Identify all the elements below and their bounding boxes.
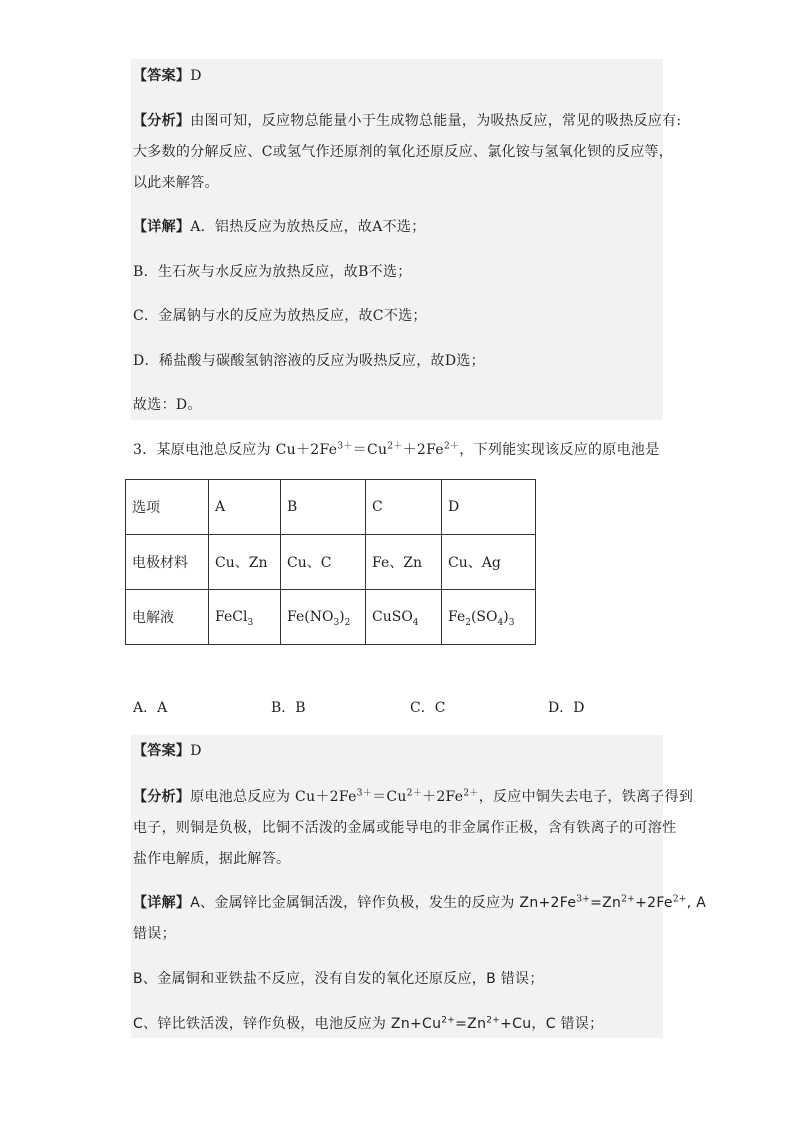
table-cell: 电解液	[126, 590, 209, 645]
choice-d[interactable]: D．D	[548, 700, 585, 716]
table-row	[126, 590, 536, 645]
table-cell: Fe、Zn	[366, 535, 442, 590]
detail-line-a	[133, 217, 426, 237]
table-cell: 选项	[126, 480, 209, 535]
table-cell: A	[209, 480, 281, 535]
table-cell: B	[281, 480, 366, 535]
table-cell: D	[442, 480, 536, 535]
table-row	[126, 480, 536, 535]
analysis-label: 【分析】	[133, 113, 191, 129]
options-table	[125, 479, 536, 645]
detail-2-line-c: C、锌比铁活泼，锌作负极，电池反应为 $Zn+Cu^{2+}=Zn^{2+}+Cu$，C 错误；	[133, 1015, 604, 1032]
answer-label: 【答案】	[133, 68, 191, 84]
analysis-label: 【分析】	[133, 789, 191, 805]
analysis-2-line-1: 【分析】原电池总反应为 $Cu+2Fe^{3+}=Cu^{2+}+2Fe^{2+}$，反应中铜失去电子，铁离子得到	[133, 788, 694, 805]
choice-a[interactable]: A．A	[133, 700, 168, 716]
detail-line-c: C．金属钠与水的反应为放热反应，故C不选；	[133, 308, 427, 324]
detail-line-d: D．稀盐酸与碳酸氢钠溶液的反应为吸热反应，故D选；	[133, 353, 485, 369]
question-3-stem: 3．某原电池总反应为 $Cu+2Fe^{3+}=Cu^{2+}+2Fe^{2+}$，下列能实现该反应的原电池是	[133, 441, 660, 458]
answer-value: D	[190, 68, 202, 84]
table-cell: Cu、C	[281, 535, 366, 590]
table-cell: $Fe_2(SO_4)_3$	[442, 590, 536, 645]
choice-c[interactable]: C．C	[410, 700, 446, 716]
analysis-2-line-3: 盐作电解质，据此解答。	[133, 851, 291, 867]
conclusion-line: 故选：D。	[133, 397, 202, 413]
detail-2-line-a: 【详解】A、金属锌比金属铜活泼，锌作负极，发生的反应为 $Zn+2Fe^{3+}=Zn^{2+}+2Fe^{2+}$, A	[133, 894, 707, 911]
detail-2-line-b: B、金属铜和亚铁盐不反应，没有自发的氧化还原反应，B 错误；	[133, 971, 544, 987]
analysis-text: 由图可知，反应物总能量小于生成物总能量，为吸热反应，常见的吸热反应有:	[190, 113, 682, 129]
table-cell: Cu、Ag	[442, 535, 536, 590]
analysis-line-3: 以此来解答。	[133, 175, 219, 191]
table-cell: 电极材料	[126, 535, 209, 590]
detail-label: 【详解】	[133, 219, 191, 235]
choice-b[interactable]: B．B	[271, 700, 306, 716]
table-cell: $Fe(NO_3)_2$	[281, 590, 366, 645]
table-cell: CuSO$_4$	[366, 590, 442, 645]
table-row	[126, 535, 536, 590]
analysis-line-1	[133, 111, 681, 131]
detail-2-line-a2: 错误；	[133, 926, 176, 942]
answer-line-1	[133, 66, 202, 86]
answer-line-2	[133, 741, 202, 761]
answer-value: D	[190, 743, 202, 759]
table-cell: FeCl$_3$	[209, 590, 281, 645]
detail-a-text: A．铝热反应为放热反应，故A不选；	[190, 219, 426, 235]
analysis-line-2: 大多数的分解反应、C或氢气作还原剂的氧化还原反应、氯化铵与氢氧化钡的反应等，	[133, 144, 674, 160]
table-cell: Cu、Zn	[209, 535, 281, 590]
answer-block-2	[131, 735, 663, 1038]
detail-line-b: B．生石灰与水反应为放热反应，故B不选；	[133, 264, 412, 280]
table-cell: C	[366, 480, 442, 535]
answer-label: 【答案】	[133, 743, 191, 759]
analysis-2-line-2: 电子，则铜是负极，比铜不活泼的金属或能导电的非金属作正极，含有铁离子的可溶性	[133, 820, 677, 836]
detail-label: 【详解】	[133, 895, 191, 911]
